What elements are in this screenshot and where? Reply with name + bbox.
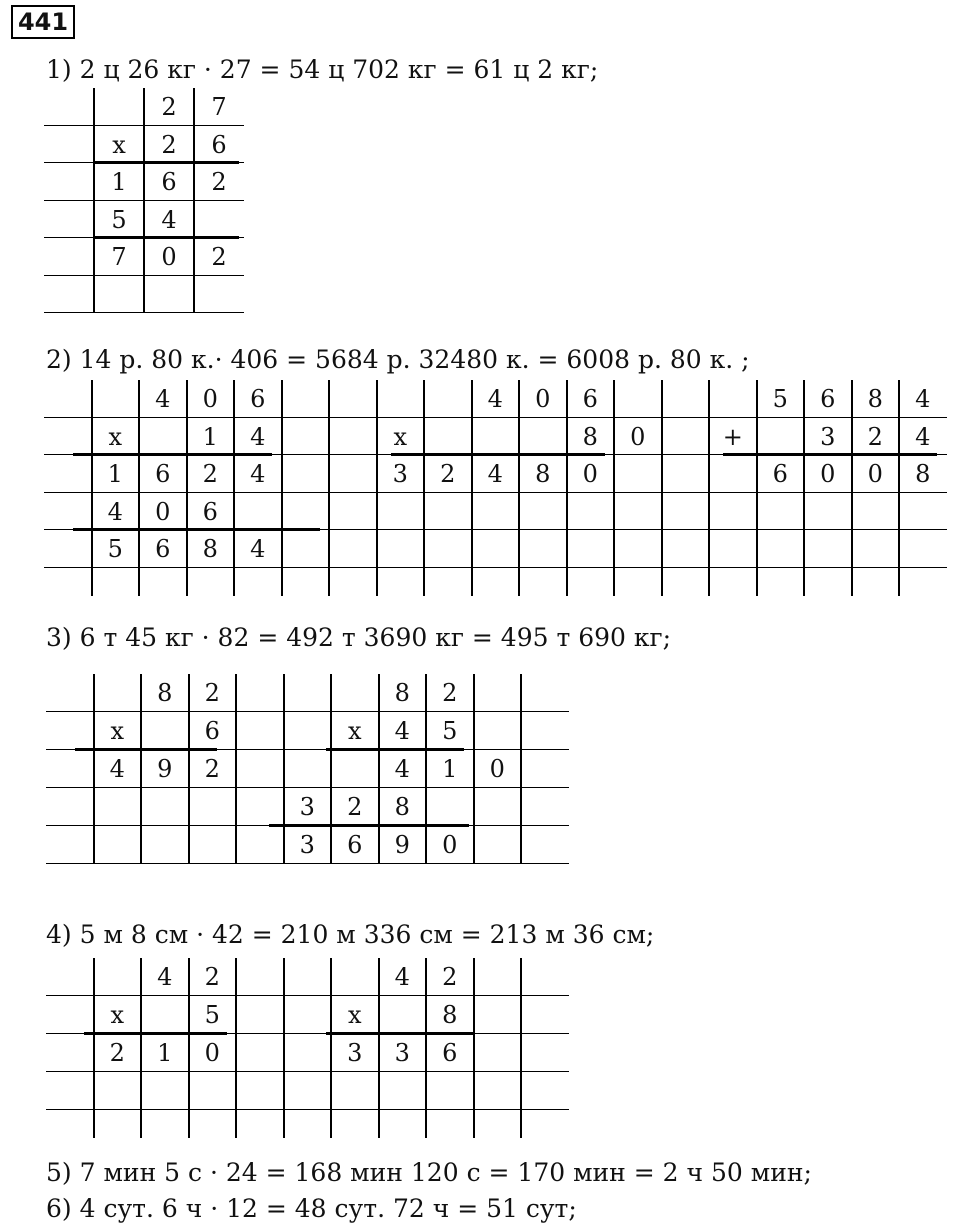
- grid-digit: 4: [161, 205, 177, 234]
- grid-digit: x: [347, 717, 362, 745]
- grid-digit: 6: [820, 385, 836, 413]
- grid-digit: 8: [915, 460, 931, 488]
- grid-4: [46, 958, 569, 1138]
- grid-digit: 6: [155, 460, 171, 488]
- grid-digit: 2: [442, 679, 458, 707]
- grid-digit: 3: [394, 1039, 410, 1067]
- grid-digit: 4: [157, 963, 173, 991]
- grid-hline: [46, 1109, 569, 1110]
- grid-digit: 8: [394, 679, 410, 707]
- grid-digit: 4: [250, 422, 266, 451]
- grid-digit: 4: [250, 535, 266, 563]
- grid-digit: 5: [772, 385, 788, 413]
- grid-digit: 0: [202, 385, 218, 413]
- grid-digit: 2: [442, 963, 458, 991]
- grid-digit: 1: [442, 755, 458, 783]
- grid-digit: 3: [392, 460, 408, 488]
- result-underline: [75, 748, 218, 751]
- grid-digit: 0: [161, 243, 177, 271]
- grid-digit: 0: [204, 1039, 220, 1067]
- grid-digit: 0: [489, 755, 505, 783]
- grid-digit: 8: [394, 793, 410, 821]
- grid-digit: x: [110, 1001, 125, 1029]
- result-underline: [269, 824, 469, 827]
- grid-digit: 8: [202, 535, 218, 563]
- grid-digit: 4: [394, 755, 410, 783]
- grid-digit: 1: [111, 168, 127, 196]
- grid-digit: 1: [157, 1039, 173, 1067]
- grid-digit: 4: [394, 717, 410, 745]
- grid-digit: 7: [111, 243, 127, 271]
- grid-digit: 0: [535, 385, 551, 413]
- result-underline: [94, 161, 239, 164]
- problem-number: 441: [11, 5, 75, 39]
- grid-digit: 4: [155, 385, 171, 413]
- grid-vline: [283, 958, 285, 1138]
- grid-vline: [328, 380, 330, 596]
- grid-digit: 4: [915, 422, 931, 451]
- grid-digit: 0: [442, 831, 458, 859]
- grid-digit: 4: [487, 385, 503, 413]
- grid-digit: 5: [111, 205, 127, 234]
- equation-3: 3) 6 т 45 кг · 82 = 492 т 3690 кг = 495 т 690 кг;: [46, 623, 672, 652]
- grid-digit: 0: [155, 497, 171, 526]
- grid-digit: 2: [347, 793, 363, 821]
- grid-digit: 5: [442, 717, 458, 745]
- grid-digit: 4: [250, 460, 266, 488]
- result-underline: [94, 236, 239, 239]
- grid-digit: 4: [487, 460, 503, 488]
- grid-digit: +: [722, 422, 743, 451]
- grid-digit: 2: [211, 168, 227, 196]
- grid-digit: 2: [109, 1039, 125, 1067]
- result-underline: [326, 748, 464, 751]
- grid-digit: 0: [630, 422, 646, 451]
- result-underline: [326, 1032, 473, 1035]
- equation-2: 2) 14 р. 80 к.· 406 = 5684 р. 32480 к. = 6008 р. 80 к. ;: [46, 345, 750, 374]
- grid-digit: 2: [202, 460, 218, 488]
- grid-digit: x: [393, 422, 408, 451]
- grid-digit: x: [108, 422, 123, 451]
- result-underline: [84, 1032, 227, 1035]
- grid-digit: x: [347, 1001, 362, 1029]
- grid-2: [44, 380, 947, 596]
- grid-digit: 0: [582, 460, 598, 488]
- grid-digit: 8: [867, 385, 883, 413]
- grid-vline: [520, 958, 522, 1138]
- grid-digit: 2: [161, 130, 177, 159]
- grid-digit: 6: [772, 460, 788, 488]
- grid-digit: 6: [155, 535, 171, 563]
- grid-digit: 6: [347, 831, 363, 859]
- result-underline: [73, 528, 320, 531]
- grid-digit: 1: [107, 460, 123, 488]
- grid-digit: 5: [204, 1001, 220, 1029]
- equation-4: 4) 5 м 8 см · 42 = 210 м 336 см = 213 м 36 см;: [46, 920, 655, 949]
- grid-vline: [661, 380, 663, 596]
- grid-digit: 4: [394, 963, 410, 991]
- grid-digit: 9: [157, 755, 173, 783]
- grid-digit: 8: [535, 460, 551, 488]
- grid-digit: x: [110, 717, 125, 745]
- grid-digit: 6: [161, 168, 177, 196]
- grid-digit: 6: [202, 497, 218, 526]
- grid-digit: 6: [442, 1039, 458, 1067]
- grid-digit: 6: [204, 717, 220, 745]
- grid-digit: 8: [442, 1001, 458, 1029]
- grid-digit: 2: [440, 460, 456, 488]
- grid-digit: 2: [204, 679, 220, 707]
- grid-digit: 8: [157, 679, 173, 707]
- grid-digit: 4: [915, 385, 931, 413]
- grid-1: [44, 88, 244, 313]
- grid-digit: 2: [161, 93, 177, 121]
- equation-6: 6) 4 сут. 6 ч · 12 = 48 сут. 72 ч = 51 сут;: [46, 1194, 577, 1223]
- grid-digit: 2: [211, 243, 227, 271]
- grid-digit: 4: [107, 497, 123, 526]
- grid-digit: 0: [867, 460, 883, 488]
- equation-5: 5) 7 мин 5 с · 24 = 168 мин 120 с = 170 мин = 2 ч 50 мин;: [46, 1158, 812, 1187]
- result-underline: [723, 453, 937, 456]
- grid-digit: 7: [211, 93, 227, 121]
- grid-digit: 9: [394, 831, 410, 859]
- grid-digit: 3: [347, 1039, 363, 1067]
- grid-digit: x: [112, 130, 126, 159]
- result-underline: [391, 453, 605, 456]
- grid-digit: 2: [204, 963, 220, 991]
- grid-digit: 0: [820, 460, 836, 488]
- grid-digit: 1: [202, 422, 218, 451]
- grid-digit: 3: [299, 793, 315, 821]
- grid-digit: 5: [107, 535, 123, 563]
- result-underline: [73, 453, 273, 456]
- equation-1: 1) 2 ц 26 кг · 27 = 54 ц 702 кг = 61 ц 2 кг;: [46, 55, 599, 84]
- grid-3: [46, 674, 569, 864]
- grid-vline: [708, 380, 710, 596]
- grid-digit: 6: [211, 130, 227, 159]
- grid-digit: 6: [250, 385, 266, 413]
- grid-digit: 4: [109, 755, 125, 783]
- grid-digit: 2: [867, 422, 883, 451]
- grid-digit: 2: [204, 755, 220, 783]
- grid-digit: 3: [820, 422, 836, 451]
- grid-digit: 8: [582, 422, 598, 451]
- grid-digit: 3: [299, 831, 315, 859]
- grid-digit: 6: [582, 385, 598, 413]
